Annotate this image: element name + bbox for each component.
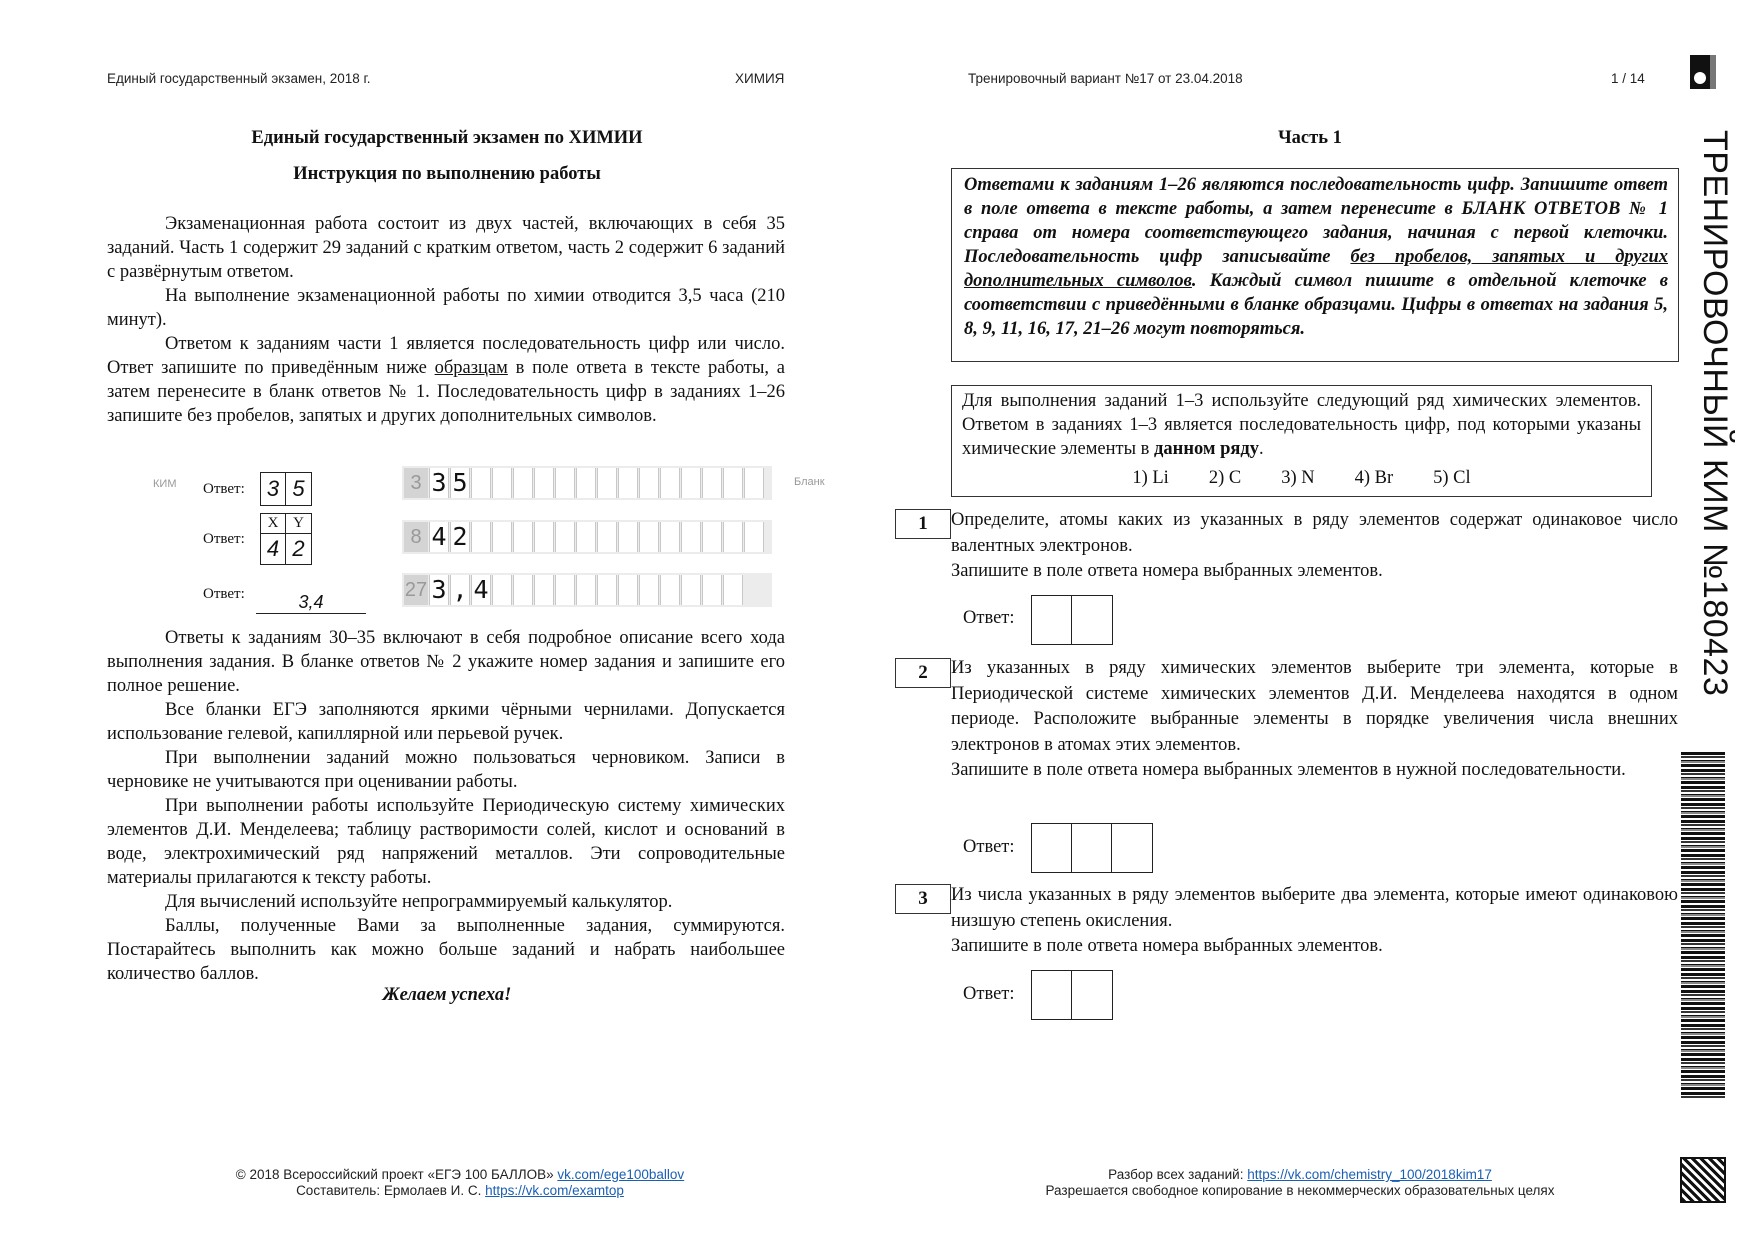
barcode-icon bbox=[1681, 752, 1725, 1100]
instructions-heading: Инструкция по выполнению работы bbox=[293, 164, 601, 184]
sample-blank-row-1 bbox=[402, 466, 772, 500]
project-logo-icon bbox=[1690, 55, 1716, 89]
answer-cell[interactable] bbox=[1032, 824, 1072, 872]
sample-answer-label-1: Ответ: bbox=[203, 481, 245, 497]
blank-cell bbox=[744, 522, 764, 552]
blank-cell bbox=[492, 522, 512, 552]
footer-copyright: © 2018 Всероссийский проект «ЕГЭ 100 БАЛЛОВ» bbox=[235, 1167, 558, 1182]
box-text-underlined: без пробелов, запятых и других дополнительных символов bbox=[964, 247, 1668, 291]
footer-link-ege100ballov[interactable]: vk.com/ege100ballov bbox=[557, 1167, 685, 1182]
blank-cell bbox=[555, 575, 575, 605]
answer-box-1[interactable] bbox=[1031, 595, 1113, 645]
page-title: Единый государственный экзамен по ХИМИИ bbox=[251, 128, 643, 148]
sample-blank-row-3 bbox=[402, 573, 772, 607]
answer-cell[interactable] bbox=[1112, 824, 1152, 872]
blank-cell bbox=[723, 468, 743, 498]
footer-link-examtop[interactable]: https://vk.com/examtop bbox=[485, 1183, 624, 1198]
instruction-paragraph-8: Для вычислений используйте непрограммируемый калькулятор. bbox=[165, 892, 673, 912]
instruction-paragraph-1: Экзаменационная работа состоит из двух частей, включающих в себя 35 заданий. Часть 1 содержит 29 заданий с кратким ответом, часть 2 содержит 6 заданий с развёрнутым ответом. bbox=[107, 214, 785, 282]
xy-header: Y bbox=[293, 515, 304, 531]
blank-task-number: 3 bbox=[404, 468, 428, 498]
element-series-box bbox=[951, 385, 1652, 497]
question-body: Из указанных в ряду химических элементов выберите три элемента, которые в Периодической системе химических элементов Д.И. Менделеева находятся в одном периоде. Расположите выбранные элементы в порядке увеличения числа внешних электронов в атомах этих элементов. bbox=[951, 658, 1678, 755]
header-subject: ХИМИЯ bbox=[735, 71, 785, 86]
answer-label-3: Ответ: bbox=[963, 984, 1015, 1004]
blank-cell bbox=[513, 575, 533, 605]
blank-task-number: 8 bbox=[404, 522, 428, 552]
xy-header: X bbox=[261, 514, 286, 533]
sample-digit: 5 bbox=[292, 476, 305, 501]
answer-label-1: Ответ: bbox=[963, 608, 1015, 628]
blank-cell bbox=[597, 522, 617, 552]
part1-instructions-box bbox=[951, 168, 1679, 362]
box-text: Ответами к заданиям 1–26 являются последовательность цифр. Запишите ответ в поле ответа в тексте работы, а затем перенесите в БЛАНК ОТВЕТОВ № 1 справа от номера соответствующего задания, начиная с первой клеточки. Последовательность цифр записывайте bbox=[964, 175, 1668, 267]
question-text-1 bbox=[951, 508, 1678, 585]
blank-cell bbox=[702, 468, 722, 498]
sample-answer-box-1 bbox=[260, 472, 312, 506]
blank-cell bbox=[534, 522, 554, 552]
series-intro: Для выполнения заданий 1–3 используйте следующий ряд химических элементов. Ответом в заданиях 1–3 является последовательность цифр, под которыми указаны химические элементы в bbox=[962, 391, 1641, 459]
element-list bbox=[962, 466, 1641, 490]
blank-cell: 3 bbox=[429, 468, 449, 498]
instruction-paragraph-5: Все бланки ЕГЭ заполняются яркими чёрными чернилами. Допускается использование гелевой, капиллярной или перьевой ручек. bbox=[107, 700, 785, 744]
sample-answer-line: 3,4 bbox=[256, 591, 366, 614]
blank-cell bbox=[639, 468, 659, 498]
blank-cell bbox=[723, 522, 743, 552]
question-instruction: Запишите в поле ответа номера выбранных элементов. bbox=[951, 561, 1383, 581]
blank-cell bbox=[702, 575, 722, 605]
blank-cell bbox=[639, 575, 659, 605]
box-text: . Каждый символ пишите в отдельной клеточке в соответствии с приведёнными в бланке образцами. Цифры в ответах на задания 5, 8, 9, 11, 16, 17, 21–26 могут повторяться. bbox=[964, 271, 1668, 339]
blank-cell: 2 bbox=[450, 522, 470, 552]
blank-cell bbox=[639, 522, 659, 552]
footer-link-chemistry[interactable]: https://vk.com/chemistry_100/2018kim17 bbox=[1247, 1167, 1492, 1182]
blank-cell bbox=[618, 468, 638, 498]
blank-cell bbox=[576, 468, 596, 498]
blank-cell bbox=[618, 575, 638, 605]
blank-cell: 4 bbox=[429, 522, 449, 552]
answer-cell[interactable] bbox=[1032, 971, 1072, 1019]
element-item: 4) Br bbox=[1354, 468, 1394, 488]
instruction-paragraph-6: При выполнении заданий можно пользоваться черновиком. Записи в черновике не учитываются при оценивании работы. bbox=[107, 748, 785, 792]
blank-cell bbox=[660, 522, 680, 552]
answer-cell[interactable] bbox=[1072, 971, 1112, 1019]
blank-cell bbox=[618, 522, 638, 552]
blank-cell bbox=[534, 575, 554, 605]
blank-cell bbox=[534, 468, 554, 498]
sample-digit: 2 bbox=[292, 536, 305, 561]
sample-blank-row-2 bbox=[402, 520, 772, 554]
closing-wish: Желаем успеха! bbox=[382, 985, 512, 1005]
question-text-2 bbox=[951, 656, 1678, 784]
samples-link: образцам bbox=[434, 358, 508, 378]
header-variant: Тренировочный вариант №17 от 23.04.2018 bbox=[968, 71, 1243, 86]
answer-cell[interactable] bbox=[1072, 824, 1112, 872]
blank-cell bbox=[744, 468, 764, 498]
blank-cell: 3 bbox=[429, 575, 449, 605]
instruction-paragraph-2: На выполнение экзаменационной работы по химии отводится 3,5 часа (210 минут). bbox=[107, 286, 785, 330]
series-emphasis: данном ряду bbox=[1154, 439, 1260, 459]
blank-cell bbox=[681, 575, 701, 605]
page-number: 1 / 14 bbox=[1611, 71, 1645, 86]
instruction-paragraph-4: Ответы к заданиям 30–35 включают в себя подробное описание всего хода выполнения задания. В бланке ответов № 2 укажите номер задания и запишите его полное решение. bbox=[107, 628, 785, 696]
sample-answer-xy-table bbox=[260, 513, 312, 565]
element-item: 5) Cl bbox=[1433, 468, 1471, 488]
blank-cell bbox=[597, 468, 617, 498]
question-instruction: Запишите в поле ответа номера выбранных элементов в нужной последовательности. bbox=[951, 760, 1626, 780]
question-number-1: 1 bbox=[895, 509, 951, 539]
answer-label-2: Ответ: bbox=[963, 837, 1015, 857]
blank-task-number: 27 bbox=[404, 575, 428, 605]
answer-box-2[interactable] bbox=[1031, 823, 1153, 873]
blank-cell: , bbox=[450, 575, 470, 605]
instruction-paragraph-9: Баллы, полученные Вами за выполненные задания, суммируются. Постарайтесь выполнить как можно больше заданий и набрать наибольшее количество баллов. bbox=[107, 916, 785, 984]
question-number-3: 3 bbox=[895, 884, 951, 914]
footer-right bbox=[1010, 1167, 1590, 1199]
part-title: Часть 1 bbox=[1278, 128, 1342, 148]
element-item: 2) C bbox=[1208, 468, 1242, 488]
question-body: Из числа указанных в ряду элементов выберите два элемента, которые имеют одинаковою низшую степень окисления. bbox=[951, 885, 1678, 931]
kim-vertical-title: ТРЕНИРОВОЧНЫЙ КИМ №180423 bbox=[1696, 130, 1734, 697]
sample-answer-label-3: Ответ: bbox=[203, 586, 245, 602]
blank-cell bbox=[555, 522, 575, 552]
answer-cell[interactable] bbox=[1072, 596, 1112, 644]
footer-review-label: Разбор всех заданий: bbox=[1108, 1167, 1248, 1182]
answer-box-3[interactable] bbox=[1031, 970, 1113, 1020]
footer-author: Составитель: Ермолаев И. С. bbox=[296, 1183, 486, 1198]
element-item: 1) Li bbox=[1132, 468, 1169, 488]
qr-code-icon bbox=[1680, 1157, 1726, 1203]
series-period: . bbox=[1259, 439, 1264, 459]
blank-cell: 4 bbox=[471, 575, 491, 605]
blank-cell bbox=[660, 468, 680, 498]
element-item: 3) N bbox=[1281, 468, 1315, 488]
blank-cell bbox=[492, 468, 512, 498]
question-body: Определите, атомы каких из указанных в ряду элементов содержат одинаковое число валентных электронов. bbox=[951, 510, 1678, 556]
footer-copy-notice: Разрешается свободное копирование в некоммерческих образовательных целях bbox=[1045, 1183, 1555, 1198]
blank-label: Бланк bbox=[794, 476, 825, 488]
blank-cell bbox=[702, 522, 722, 552]
blank-cell bbox=[471, 468, 491, 498]
answer-cell[interactable] bbox=[1032, 596, 1072, 644]
instruction-paragraph-3: Ответом к заданиям части 1 является последовательность цифр или число. Ответ запишите по приведённым ниже образцам в поле ответа в тексте работы, а затем перенесите в бланк ответов № 1. Последовательность цифр в заданиях 1–26 запишите без пробелов, запятых и других дополнительных символов. bbox=[107, 334, 785, 426]
blank-cell bbox=[555, 468, 575, 498]
sample-digit: 4 bbox=[261, 534, 286, 564]
blank-cell bbox=[723, 575, 743, 605]
blank-cell bbox=[576, 522, 596, 552]
question-text-3 bbox=[951, 883, 1678, 960]
blank-cell bbox=[576, 575, 596, 605]
blank-cell bbox=[492, 575, 512, 605]
header-exam-title: Единый государственный экзамен, 2018 г. bbox=[107, 71, 371, 86]
blank-cell bbox=[597, 575, 617, 605]
sample-digit: 3 bbox=[261, 473, 286, 505]
question-number-2: 2 bbox=[895, 658, 951, 688]
blank-cell bbox=[513, 522, 533, 552]
blank-cell bbox=[513, 468, 533, 498]
blank-cell bbox=[681, 468, 701, 498]
blank-cell bbox=[471, 522, 491, 552]
blank-cell: 5 bbox=[450, 468, 470, 498]
sample-answer-label-2: Ответ: bbox=[203, 531, 245, 547]
blank-cell bbox=[681, 522, 701, 552]
blank-cell bbox=[660, 575, 680, 605]
question-instruction: Запишите в поле ответа номера выбранных элементов. bbox=[951, 936, 1383, 956]
footer-left bbox=[180, 1167, 740, 1199]
instruction-paragraph-7: При выполнении работы используйте Периодическую систему химических элементов Д.И. Менделеева; таблицу растворимости солей, кислот и оснований в воде, электрохимический ряд напряжений металлов. Эти сопроводительные материалы прилагаются к тексту работы. bbox=[107, 796, 785, 888]
kim-label: КИМ bbox=[153, 478, 177, 490]
